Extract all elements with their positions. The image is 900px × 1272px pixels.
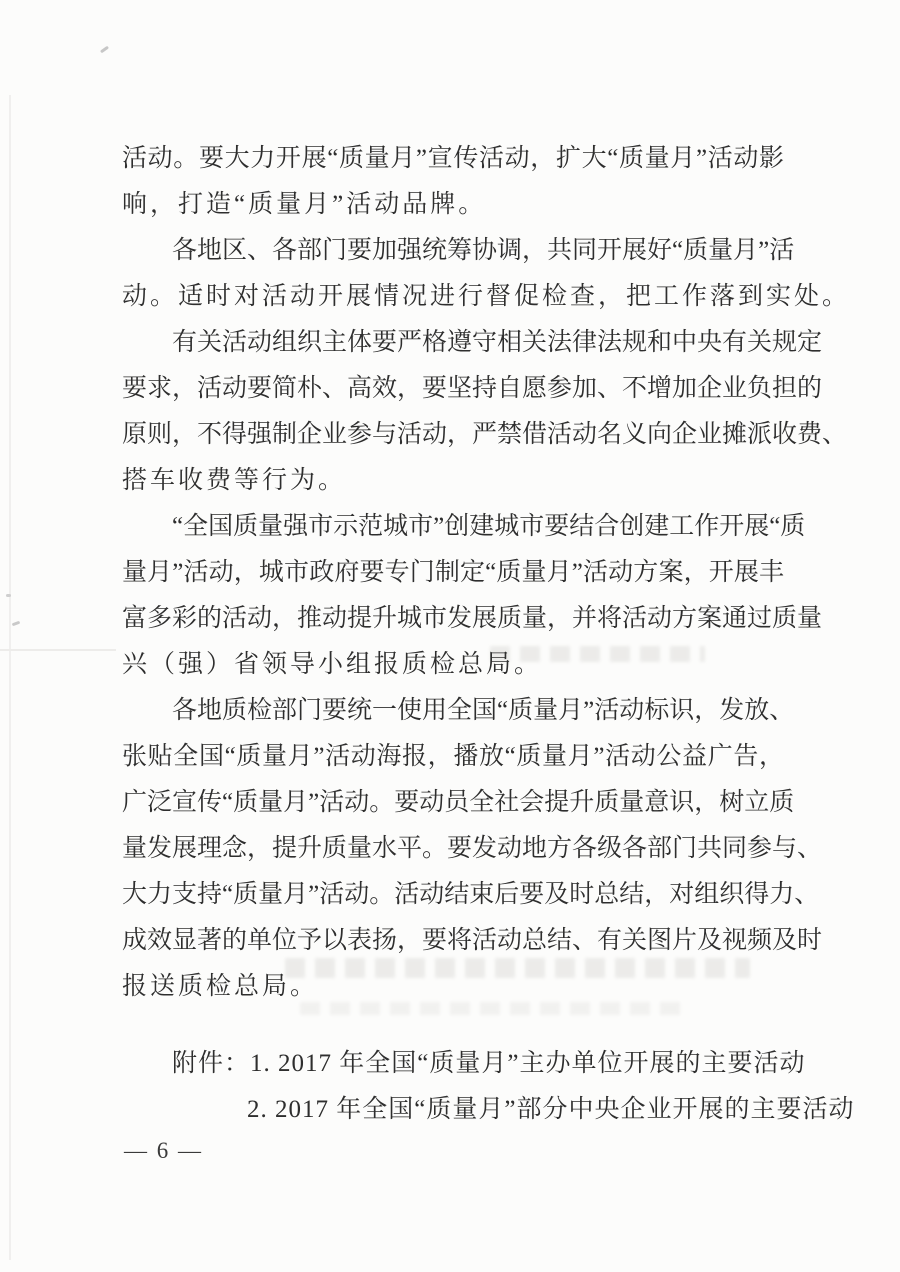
attachment-line-1: 附件：1. 2017 年全国“质量月”主办单位开展的主要活动 <box>172 1050 806 1077</box>
body-line-12: 兴（强）省领导小组报质检总局。 <box>122 651 543 678</box>
body-line-5: 有关活动组织主体要严格遵守相关法律法规和中央有关规定 <box>172 329 823 356</box>
body-line-3: 各地区、各部门要加强统筹协调，共同开展好“质量月”活 <box>172 237 795 264</box>
body-line-19: 报送质检总局。 <box>122 973 319 1000</box>
body-line-2: 响，打造“质量月”活动品牌。 <box>122 191 487 218</box>
scan-speck <box>6 594 11 597</box>
body-line-8: 搭车收费等行为。 <box>122 467 347 494</box>
scan-speck <box>100 46 109 54</box>
body-line-9: “全国质量强市示范城市”创建城市要结合创建工作开展“质 <box>172 513 806 540</box>
body-line-15: 广泛宣传“质量月”活动。要动员全社会提升质量意识，树立质 <box>122 789 795 816</box>
document-body <box>122 136 851 1010</box>
page-number: — 6 — <box>124 1138 203 1163</box>
body-line-13: 各地质检部门要统一使用全国“质量月”活动标识，发放、 <box>172 697 795 724</box>
body-line-10: 量月”活动，城市政府要专门制定“质量月”活动方案，开展丰 <box>122 559 784 586</box>
attachment-line-2: 2. 2017 年全国“质量月”部分中央企业开展的主要活动 <box>247 1096 855 1123</box>
body-line-1: 活动。要大力开展“质量月”宣传活动，扩大“质量月”活动影 <box>122 145 784 172</box>
body-line-14: 张贴全国“质量月”活动海报，播放“质量月”活动公益广告， <box>122 743 784 770</box>
body-line-4: 动。适时对活动开展情况进行督促检查，把工作落到实处。 <box>122 283 851 310</box>
body-line-11: 富多彩的活动，推动提升城市发展质量，并将活动方案通过质量 <box>122 605 823 632</box>
body-line-18: 成效显著的单位予以表扬，要将活动总结、有关图片及视频及时 <box>122 927 823 954</box>
body-line-16: 量发展理念，提升质量水平。要发动地方各级各部门共同参与、 <box>122 835 823 862</box>
body-line-17: 大力支持“质量月”活动。活动结束后要及时总结，对组织得力、 <box>122 881 820 908</box>
scan-edge-streak <box>9 95 11 1260</box>
body-line-6: 要求，活动要简朴、高效，要坚持自愿参加、不增加企业负担的 <box>122 375 823 402</box>
scan-streak <box>0 649 116 651</box>
body-line-7: 原则，不得强制企业参与活动，严禁借活动名义向企业摊派收费、 <box>122 421 848 448</box>
attachment-list <box>122 1041 855 1133</box>
scan-speck <box>12 621 21 627</box>
